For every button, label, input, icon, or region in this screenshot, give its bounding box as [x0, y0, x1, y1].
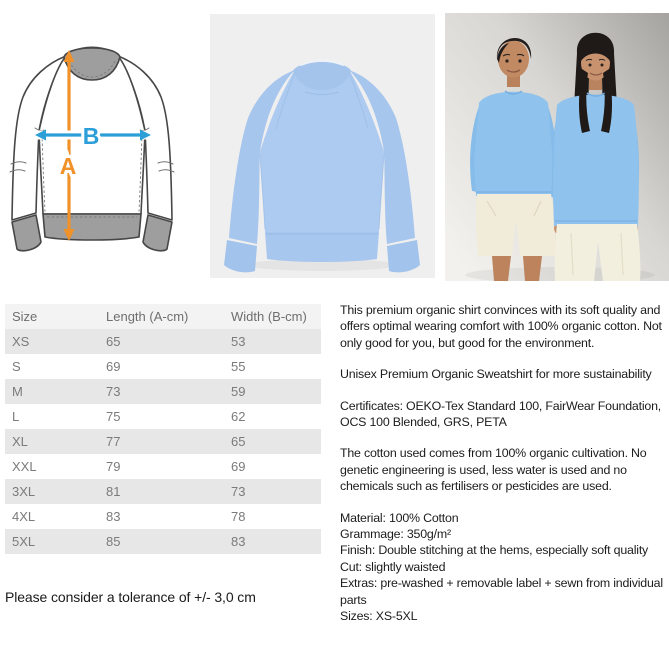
- detail-grammage: Grammage: 350g/m²: [340, 527, 451, 542]
- cell-length: 65: [106, 334, 121, 349]
- cell-length: 69: [106, 359, 121, 374]
- cell-size: XL: [12, 434, 28, 449]
- col-width: Width (B-cm): [224, 304, 321, 329]
- cell-size: 4XL: [12, 509, 36, 524]
- product-photo-flat: [210, 14, 435, 278]
- table-row: [5, 504, 321, 529]
- cell-width: 78: [231, 509, 246, 524]
- cell-width: 62: [231, 409, 246, 424]
- table-row: [5, 329, 321, 354]
- col-length: Length (A-cm): [99, 304, 224, 329]
- description-cotton: The cotton used comes from 100% organic cultivation. No genetic engineering is used, less water is used and no chemicals such as fertilisers or pesticides are used.: [340, 446, 647, 494]
- cell-width: 65: [231, 434, 246, 449]
- detail-material: Material: 100% Cotton: [340, 510, 459, 525]
- cell-size: XS: [12, 334, 30, 349]
- detail-sizes: Sizes: XS-5XL: [340, 609, 418, 624]
- size-table-header: [5, 304, 321, 329]
- cell-size: L: [12, 409, 20, 424]
- flat-sweatshirt-image: [210, 14, 435, 278]
- table-row: [5, 354, 321, 379]
- cell-size: 3XL: [12, 484, 36, 499]
- cell-width: 73: [231, 484, 246, 499]
- cell-length: 85: [106, 534, 121, 549]
- cell-width: 83: [231, 534, 246, 549]
- cell-size: 5XL: [12, 534, 36, 549]
- cell-size: M: [12, 384, 23, 399]
- table-row: [5, 529, 321, 554]
- table-row: [5, 429, 321, 454]
- label-b: B: [82, 123, 100, 149]
- product-photo-models: [445, 13, 669, 281]
- description-certificates: Certificates: OEKO-Tex Standard 100, FairWear Foundation, OCS 100 Blended, GRS, PETA: [340, 398, 662, 430]
- cell-length: 75: [106, 409, 121, 424]
- cell-length: 81: [106, 484, 121, 499]
- cell-length: 73: [106, 384, 121, 399]
- size-diagram: [2, 6, 198, 286]
- tolerance-note: Please consider a tolerance of +/- 3,0 cm: [5, 589, 256, 605]
- table-row: [5, 404, 321, 429]
- col-size: Size: [5, 304, 99, 329]
- cell-size: S: [12, 359, 21, 374]
- cell-width: 55: [231, 359, 246, 374]
- detail-extras: Extras: pre-washed + removable label + sewn from individual parts: [340, 576, 663, 607]
- cell-size: XXL: [12, 459, 37, 474]
- sweatshirt-measure-illustration: [2, 6, 198, 286]
- detail-cut: Cut: slightly waisted: [340, 559, 446, 574]
- cell-length: 77: [106, 434, 121, 449]
- models-wearing-sweatshirt-image: [445, 13, 669, 281]
- label-a: A: [59, 153, 77, 179]
- size-table: [5, 304, 321, 554]
- cell-width: 53: [231, 334, 246, 349]
- product-description: [340, 302, 667, 625]
- table-row: [5, 379, 321, 404]
- cell-length: 83: [106, 509, 121, 524]
- table-row: [5, 479, 321, 504]
- cell-width: 69: [231, 459, 246, 474]
- cell-length: 79: [106, 459, 121, 474]
- table-row: [5, 454, 321, 479]
- detail-finish: Finish: Double stitching at the hems, especially soft quality: [340, 543, 649, 558]
- description-intro: This premium organic shirt convinces with its soft quality and offers optimal wearing comfort with 100% organic cotton. Not only good for you, but good for the environment.: [340, 303, 662, 350]
- description-unisex: Unisex Premium Organic Sweatshirt for more sustainability: [340, 367, 652, 382]
- cell-width: 59: [231, 384, 246, 399]
